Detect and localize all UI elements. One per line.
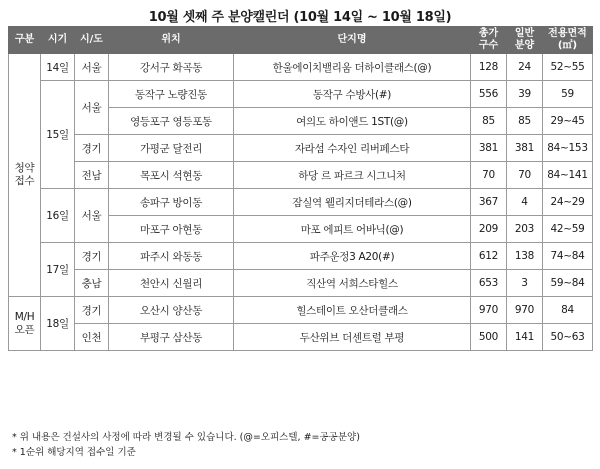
page-title: 10월 셋째 주 분양캘린더 (10월 14일 ~ 10월 18일) xyxy=(148,10,452,25)
table-row xyxy=(9,189,593,216)
complex-cell: 동작구 수방사(#) xyxy=(234,81,471,108)
location-cell: 부평구 삼산동 xyxy=(109,324,234,351)
general-units-cell: 24 xyxy=(507,54,543,81)
region-cell: 경기 xyxy=(75,135,109,162)
total-units-cell: 556 xyxy=(471,81,507,108)
sales-calendar-table xyxy=(8,26,593,351)
total-units-cell: 70 xyxy=(471,162,507,189)
location-cell: 마포구 아현동 xyxy=(109,216,234,243)
header-location: 위치 xyxy=(109,27,234,54)
area-cell: 59 xyxy=(543,81,593,108)
general-units-cell: 138 xyxy=(507,243,543,270)
region-cell: 경기 xyxy=(75,243,109,270)
header-area: 전용면적 (㎡) xyxy=(543,27,593,54)
footnote: * 1순위 해당지역 접수일 기준 xyxy=(12,447,136,458)
header-total-units: 총가 구수 xyxy=(471,27,507,54)
header-region: 시/도 xyxy=(75,27,109,54)
location-cell: 영등포구 영등포동 xyxy=(109,108,234,135)
general-units-cell: 970 xyxy=(507,297,543,324)
location-cell: 동작구 노량진동 xyxy=(109,81,234,108)
general-units-cell: 3 xyxy=(507,270,543,297)
complex-cell: 한울에이치밸리움 더하이클래스(@) xyxy=(234,54,471,81)
table-row xyxy=(9,162,593,189)
location-cell: 송파구 방이동 xyxy=(109,189,234,216)
region-cell: 전남 xyxy=(75,162,109,189)
general-units-cell: 203 xyxy=(507,216,543,243)
header-date: 시기 xyxy=(41,27,75,54)
table-row xyxy=(9,54,593,81)
location-cell: 목포시 석현동 xyxy=(109,162,234,189)
header-category: 구분 xyxy=(9,27,41,54)
date-cell: 15일 xyxy=(41,81,75,189)
date-cell: 14일 xyxy=(41,54,75,81)
general-units-cell: 39 xyxy=(507,81,543,108)
region-cell: 경기 xyxy=(75,297,109,324)
table-row xyxy=(9,270,593,297)
location-cell: 천안시 신월리 xyxy=(109,270,234,297)
general-units-cell: 4 xyxy=(507,189,543,216)
total-units-cell: 367 xyxy=(471,189,507,216)
area-cell: 74~84 xyxy=(543,243,593,270)
header-row xyxy=(9,27,593,54)
complex-cell: 마포 에피트 어바닉(@) xyxy=(234,216,471,243)
header-general-units: 일반 분양 xyxy=(507,27,543,54)
location-cell: 파주시 와동동 xyxy=(109,243,234,270)
location-cell: 오산시 양산동 xyxy=(109,297,234,324)
complex-cell: 자라섬 수자인 리버페스타 xyxy=(234,135,471,162)
area-cell: 59~84 xyxy=(543,270,593,297)
table-row xyxy=(9,297,593,324)
footnotes xyxy=(12,430,360,460)
total-units-cell: 85 xyxy=(471,108,507,135)
area-cell: 42~59 xyxy=(543,216,593,243)
total-units-cell: 128 xyxy=(471,54,507,81)
total-units-cell: 209 xyxy=(471,216,507,243)
header-complex: 단지명 xyxy=(234,27,471,54)
category-mh-open: M/H 오픈 xyxy=(9,297,41,351)
general-units-cell: 141 xyxy=(507,324,543,351)
complex-cell: 파주운정3 A20(#) xyxy=(234,243,471,270)
complex-cell: 여의도 하이앤드 1ST(@) xyxy=(234,108,471,135)
location-cell: 가평군 달전리 xyxy=(109,135,234,162)
region-cell: 인천 xyxy=(75,324,109,351)
area-cell: 52~55 xyxy=(543,54,593,81)
general-units-cell: 381 xyxy=(507,135,543,162)
total-units-cell: 970 xyxy=(471,297,507,324)
table-row xyxy=(9,81,593,108)
date-cell: 16일 xyxy=(41,189,75,243)
general-units-cell: 70 xyxy=(507,162,543,189)
complex-cell: 힐스테이트 오산더클래스 xyxy=(234,297,471,324)
table-row xyxy=(9,324,593,351)
date-cell: 18일 xyxy=(41,297,75,351)
complex-cell: 두산위브 더센트럴 부평 xyxy=(234,324,471,351)
total-units-cell: 500 xyxy=(471,324,507,351)
region-cell: 서울 xyxy=(75,189,109,243)
complex-cell: 직산역 서희스타힐스 xyxy=(234,270,471,297)
general-units-cell: 85 xyxy=(507,108,543,135)
category-cheongyak: 청약 접수 xyxy=(9,54,41,297)
table-row xyxy=(9,135,593,162)
region-cell: 서울 xyxy=(75,54,109,81)
region-cell: 충남 xyxy=(75,270,109,297)
total-units-cell: 653 xyxy=(471,270,507,297)
area-cell: 29~45 xyxy=(543,108,593,135)
area-cell: 84 xyxy=(543,297,593,324)
region-cell: 서울 xyxy=(75,81,109,135)
complex-cell: 잠실역 웰리지더테라스(@) xyxy=(234,189,471,216)
footnote: * 위 내용은 건설사의 사정에 따라 변경될 수 있습니다. (@=오피스텔, #=공공분양) xyxy=(12,432,360,443)
area-cell: 50~63 xyxy=(543,324,593,351)
date-cell: 17일 xyxy=(41,243,75,297)
area-cell: 84~153 xyxy=(543,135,593,162)
total-units-cell: 612 xyxy=(471,243,507,270)
complex-cell: 하당 르 파르크 시그니처 xyxy=(234,162,471,189)
location-cell: 강서구 화곡동 xyxy=(109,54,234,81)
area-cell: 24~29 xyxy=(543,189,593,216)
total-units-cell: 381 xyxy=(471,135,507,162)
table-row xyxy=(9,243,593,270)
area-cell: 84~141 xyxy=(543,162,593,189)
